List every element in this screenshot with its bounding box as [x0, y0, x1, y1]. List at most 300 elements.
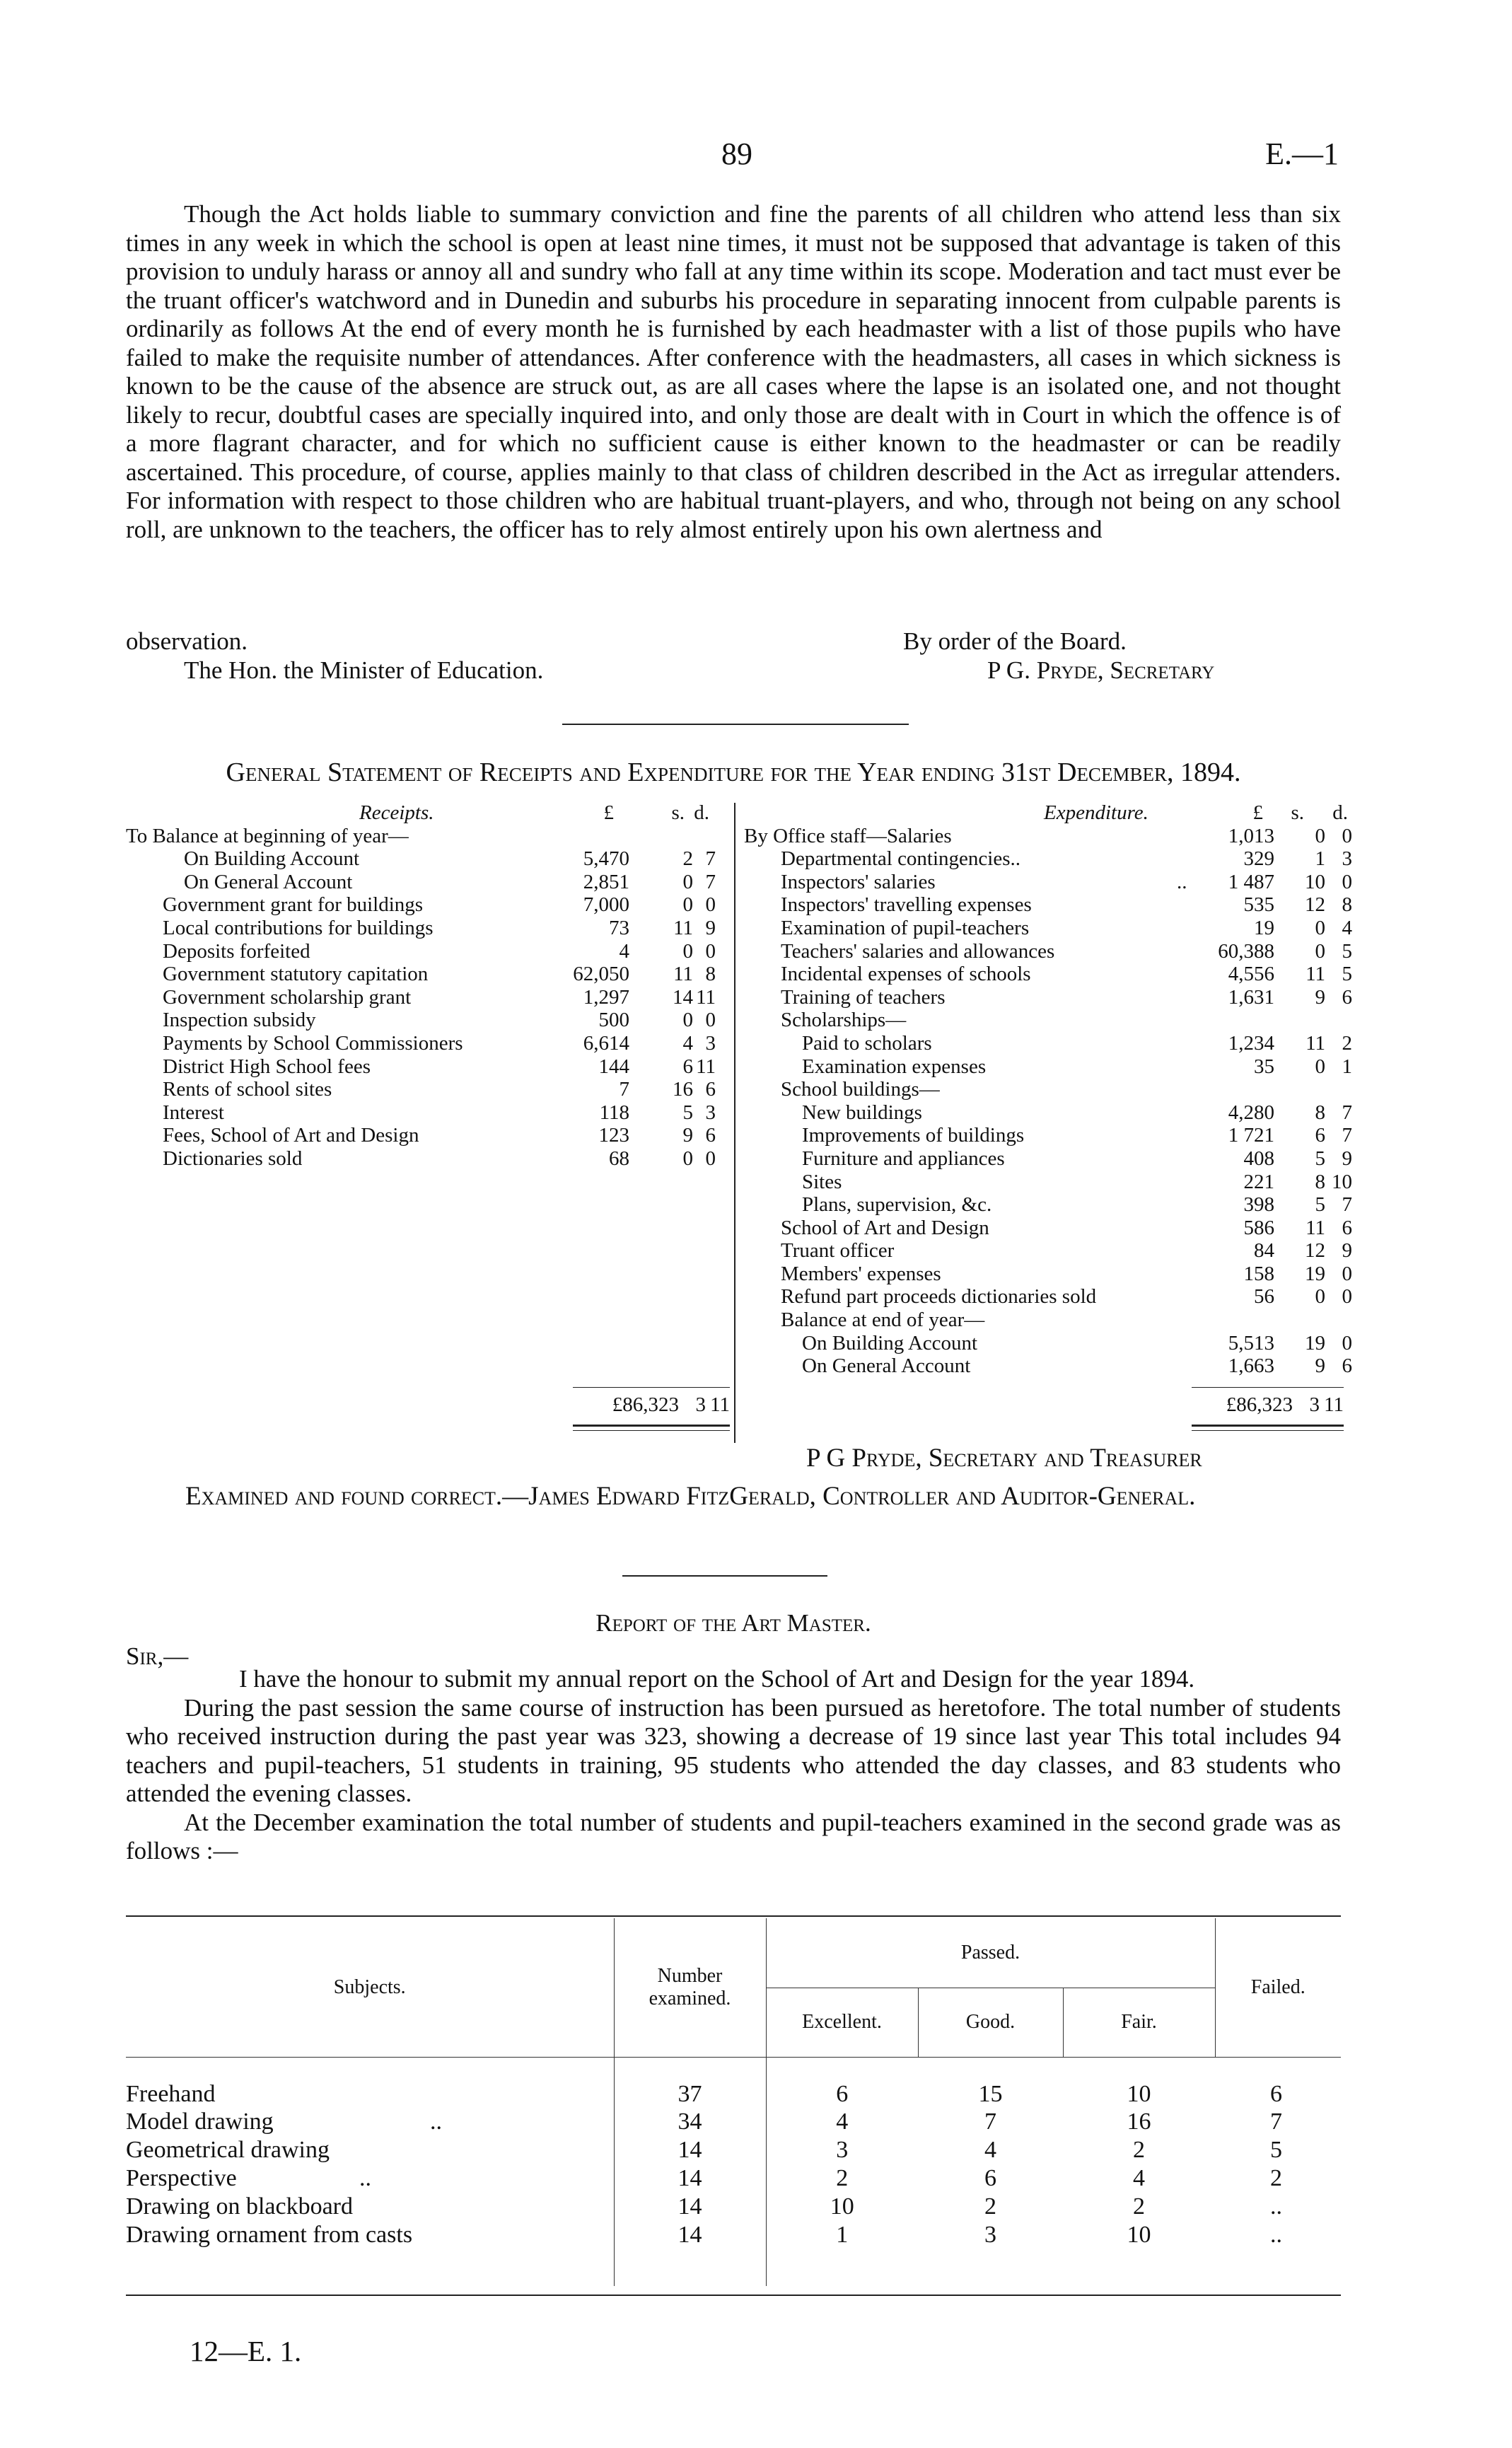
receipt-pounds: 6,614	[583, 1031, 629, 1055]
spacer-cell	[766, 2249, 918, 2286]
receipt-shillings: 14	[673, 985, 693, 1009]
receipt-label: Dictionaries sold	[163, 1147, 303, 1170]
expenditure-row	[744, 1263, 1352, 1286]
receipt-label: Payments by School Commissioners	[163, 1031, 463, 1055]
receipts-total-pounds: £86,323	[612, 1393, 679, 1416]
receipt-row	[126, 1009, 734, 1032]
intro-paragraph-text: Though the Act holds liable to summary conviction and fine the parents of all children who attend less than six times in any week in which the school is open at least nine times, it must not be supposed that advantage is taken of this provision to unduly harass or annoy all and sundry who fall at any time within its scope. Moderation and tact must ever be the truant officer's watchword and in Dunedin and suburbs his procedure in separating innocent from culpable parents is ordinarily as follows At the end of every month he is furnished by each headmaster with a list of those pupils who have failed to make the requisite number of attendances. After conference with the headmasters, all cases in which sickness is known to be the cause of the absence are struck out, as are all cases where the lapse is an isolated one, and not thought likely to recur, doubtful cases are specially inquired into, and only those are dealt with in Court in which the offence is of a more flagrant character, and for which no sufficient cause is either known to the headmaster or can be readily ascertained. This procedure, of course, applies mainly to that class of children described in the Act as irregular attenders. For information with respect to those children who are habitual truant-players, and who, through not being on any school roll, are unknown to the teachers, the officer has to rely almost entirely upon his own alertness and	[126, 200, 1341, 543]
fair-cell: 4	[1133, 2165, 1145, 2191]
expenditure-label: Departmental contingencies..	[781, 847, 1021, 871]
expenditure-total-pence: 11	[1324, 1393, 1344, 1416]
expenditure-pounds: 1,013	[1228, 824, 1274, 847]
receipt-shillings: 0	[682, 939, 693, 963]
expenditure-label: On Building Account	[802, 1331, 978, 1354]
expenditure-pounds-heading: £	[1252, 801, 1263, 824]
expenditure-shillings: 19	[1305, 1331, 1325, 1354]
failed-cell: ..	[1270, 2222, 1282, 2248]
receipt-pounds: 1,297	[583, 985, 629, 1009]
expenditure-pounds: 60,388	[1218, 939, 1274, 963]
expenditure-double-rule-2	[1192, 1430, 1344, 1431]
excellent-cell: 4	[836, 2108, 849, 2135]
table-spacer-row	[126, 2249, 1341, 2286]
receipt-row	[126, 986, 734, 1009]
receipt-pence: 6	[705, 1124, 716, 1147]
expenditure-pence: 6	[1342, 1216, 1352, 1239]
header-number-examined: Number examined.	[614, 1918, 766, 2057]
expenditure-total-shillings: 3	[1309, 1393, 1320, 1416]
expenditure-pence: 10	[1332, 1170, 1352, 1193]
receipt-pence: 0	[705, 893, 716, 917]
receipt-row	[126, 1101, 734, 1125]
receipt-pounds: 500	[598, 1009, 629, 1032]
intro-closing-line	[126, 627, 1341, 657]
receipts-total-rule	[573, 1387, 730, 1388]
expenditure-row	[744, 1032, 1352, 1055]
expenditure-pence: 2	[1342, 1031, 1352, 1055]
expenditure-shillings: 0	[1315, 1055, 1325, 1078]
expenditure-pounds: 1,234	[1228, 1031, 1274, 1055]
number-cell: 34	[614, 2108, 766, 2136]
receipts-total-shillings: 3	[695, 1393, 706, 1416]
fair-cell: 10	[1127, 2081, 1151, 2107]
receipts-double-rule-1	[573, 1425, 730, 1427]
good-cell: 4	[984, 2137, 996, 2163]
document-code: E.—1	[1265, 137, 1339, 171]
receipt-label: Interest	[163, 1101, 224, 1124]
receipt-pence: 3	[705, 1031, 716, 1055]
expenditure-shillings-heading: s.	[1291, 801, 1304, 824]
expenditure-pence: 4	[1342, 916, 1352, 939]
receipts-shillings-heading: s.	[671, 801, 685, 824]
receipt-label: District High School fees	[163, 1055, 371, 1078]
expenditure-pounds: 5,513	[1228, 1331, 1274, 1354]
failed-cell: ..	[1270, 2193, 1282, 2220]
receipt-shillings: 0	[682, 893, 693, 917]
expenditure-row	[744, 917, 1352, 940]
expenditure-label: Examination of pupil-teachers	[781, 916, 1030, 939]
expenditure-pounds: 19	[1254, 916, 1274, 939]
receipt-row	[126, 1147, 734, 1171]
receipt-pence: 7	[705, 870, 716, 893]
subject-cell	[126, 2193, 614, 2221]
expenditure-pounds: 158	[1243, 1262, 1274, 1285]
receipt-pounds: 118	[599, 1101, 629, 1124]
receipt-pounds: 144	[598, 1055, 629, 1078]
expenditure-shillings: 0	[1315, 1285, 1325, 1309]
expenditure-shillings: 6	[1315, 1124, 1325, 1147]
art-report-title: Report of the Art Master.	[595, 1609, 871, 1637]
spacer-cell	[1063, 2249, 1215, 2286]
expenditure-pence: 1	[1342, 1055, 1352, 1078]
receipt-pence: 0	[705, 1009, 716, 1032]
expenditure-shillings: 5	[1315, 1147, 1325, 1170]
failed-cell: 2	[1270, 2165, 1282, 2191]
expenditure-label: School of Art and Design	[781, 1216, 989, 1239]
expenditure-pounds: 1 487	[1228, 870, 1274, 893]
receipts-total	[573, 1393, 730, 1417]
section-divider-2	[622, 1575, 827, 1577]
good-cell: 6	[984, 2165, 996, 2191]
subject-name: Model drawing	[126, 2108, 274, 2135]
spacer-cell	[918, 2249, 1063, 2286]
intro-last-word: observation.	[126, 627, 248, 655]
expenditure-pence: 0	[1342, 824, 1352, 847]
subject-name: Drawing ornament from casts	[126, 2222, 413, 2248]
receipt-shillings: 9	[682, 1124, 693, 1147]
expenditure-total-rule	[1192, 1387, 1344, 1388]
expenditure-pence: 3	[1342, 847, 1352, 871]
expenditure-shillings: 0	[1315, 824, 1325, 847]
expenditure-column	[744, 801, 1352, 1378]
failed-cell: 7	[1270, 2108, 1282, 2135]
receipt-row	[126, 893, 734, 917]
expenditure-row	[744, 963, 1352, 986]
expenditure-pounds: 84	[1254, 1239, 1274, 1263]
expenditure-row	[744, 1171, 1352, 1194]
expenditure-double-rule-1	[1192, 1425, 1344, 1427]
receipt-shillings: 6	[682, 1055, 693, 1078]
excellent-cell: 2	[836, 2165, 849, 2191]
expenditure-header	[744, 801, 1352, 825]
expenditure-pounds: 4,556	[1228, 963, 1274, 986]
expenditure-label: By Office staff—Salaries	[744, 824, 952, 847]
expenditure-label: Teachers' salaries and allowances	[781, 939, 1055, 963]
expenditure-pounds: 535	[1243, 893, 1274, 917]
subject-cell	[126, 2164, 614, 2193]
expenditure-row	[744, 1009, 1352, 1032]
expenditure-pounds: 35	[1254, 1055, 1274, 1078]
expenditure-row	[744, 1101, 1352, 1125]
expenditure-shillings: 1	[1315, 847, 1325, 871]
failed-cell: 6	[1270, 2081, 1282, 2107]
audit-note: Examined and found correct.—James Edward FitzGerald, Controller and Auditor-General.	[185, 1482, 1196, 1511]
art-report-paragraph-2: During the past session the same course of instruction has been pursued as heretofore. The total number of students who received instruction during the past year was 323, showing a decrease of 19 since last year This total includes 94 teachers and pupil-teachers, 51 students in training, 95 students who attended the day classes, and 83 students who attended the evening classes.	[126, 1693, 1341, 1807]
fair-cell: 10	[1127, 2222, 1151, 2248]
expenditure-label: Incidental expenses of schools	[781, 963, 1031, 986]
statement-title: General Statement of Receipts and Expenditure for the Year ending 31st December, 1894.	[226, 758, 1241, 787]
expenditure-row	[744, 986, 1352, 1009]
receipt-label: Fees, School of Art and Design	[163, 1124, 419, 1147]
receipt-row	[126, 847, 734, 871]
expenditure-label: Members' expenses	[781, 1262, 941, 1285]
expenditure-pence: 8	[1342, 893, 1352, 917]
receipt-pounds: 7,000	[583, 893, 629, 917]
expenditure-pence: 9	[1342, 1147, 1352, 1170]
expenditure-pounds: 221	[1243, 1170, 1274, 1193]
table-row	[126, 2193, 1341, 2221]
subject-name: Drawing on blackboard	[126, 2193, 354, 2220]
receipt-shillings: 0	[682, 870, 693, 893]
expenditure-row	[744, 871, 1352, 894]
table-row	[126, 2221, 1341, 2249]
expenditure-shillings: 11	[1305, 1216, 1325, 1239]
salutation: Sir,—	[126, 1642, 189, 1670]
expenditure-row	[744, 825, 1352, 848]
receipts-heading: Receipts.	[359, 801, 434, 824]
receipt-row	[126, 1124, 734, 1147]
expenditure-row	[744, 1332, 1352, 1355]
expenditure-shillings: 12	[1305, 893, 1325, 917]
table-row	[126, 2136, 1341, 2164]
expenditure-label: On General Account	[802, 1354, 971, 1378]
expenditure-row	[744, 1193, 1352, 1217]
expenditure-row	[744, 1354, 1352, 1378]
number-cell: 14	[614, 2164, 766, 2193]
expenditure-row	[744, 1124, 1352, 1147]
art-report-paragraph-1: I have the honour to submit my annual report on the School of Art and Design for the year 1894.	[239, 1665, 1195, 1693]
expenditure-label: Truant officer	[781, 1239, 895, 1263]
fair-cell: 16	[1127, 2108, 1151, 2135]
receipt-label: Government scholarship grant	[163, 985, 412, 1009]
receipts-pounds-heading: £	[603, 801, 614, 824]
subject-name: Geometrical drawing	[126, 2137, 330, 2163]
receipt-row	[126, 940, 734, 963]
expenditure-row	[744, 1285, 1352, 1309]
subject-name: Freehand	[126, 2081, 216, 2107]
receipt-pounds: 68	[609, 1147, 629, 1170]
expenditure-pounds: 4,280	[1228, 1101, 1274, 1124]
table-top-rule	[126, 1915, 1341, 1917]
addressee: The Hon. the Minister of Education.	[184, 656, 544, 684]
receipt-pence: 9	[705, 916, 716, 939]
failed-cell: 5	[1270, 2137, 1282, 2163]
receipt-shillings: 0	[682, 1009, 693, 1032]
receipts-double-rule-2	[573, 1430, 730, 1431]
expenditure-row	[744, 1217, 1352, 1240]
receipt-pence: 0	[705, 939, 716, 963]
expenditure-shillings: 0	[1315, 916, 1325, 939]
expenditure-pounds: 56	[1254, 1285, 1274, 1309]
expenditure-label: Scholarships—	[781, 1009, 907, 1032]
table-bottom-rule	[126, 2295, 1341, 2296]
art-report-body	[126, 1665, 1341, 1866]
receipt-row	[126, 917, 734, 940]
receipt-pence: 11	[696, 1055, 716, 1078]
expenditure-shillings: 19	[1305, 1262, 1325, 1285]
receipt-pounds: 73	[609, 916, 629, 939]
expenditure-label: Refund part proceeds dictionaries sold	[781, 1285, 1097, 1309]
section-divider	[562, 724, 909, 725]
expenditure-shillings: 8	[1315, 1101, 1325, 1124]
expenditure-pounds: 398	[1243, 1193, 1274, 1217]
expenditure-total	[1192, 1393, 1344, 1417]
expenditure-pence: 9	[1342, 1239, 1352, 1263]
spacer-cell	[126, 2249, 614, 2286]
receipt-shillings: 11	[673, 963, 693, 986]
receipt-label: Deposits forfeited	[163, 939, 310, 963]
expenditure-pounds: 1 721	[1228, 1124, 1274, 1147]
header-excellent: Excellent.	[766, 1988, 918, 2057]
table-row	[126, 2164, 1341, 2193]
expenditure-total-pounds: £86,323	[1226, 1393, 1293, 1416]
receipt-label: On Building Account	[184, 847, 360, 871]
number-cell: 37	[614, 2057, 766, 2108]
expenditure-pence: 6	[1342, 1354, 1352, 1378]
spacer-cell	[614, 2249, 766, 2286]
expenditure-pence: 6	[1342, 985, 1352, 1009]
header-fair: Fair.	[1063, 1988, 1215, 2057]
expenditure-pounds: 1,631	[1228, 985, 1274, 1009]
receipt-shillings: 11	[673, 916, 693, 939]
expenditure-label: Training of teachers	[781, 985, 946, 1009]
receipt-pence: 0	[705, 1147, 716, 1170]
expenditure-shillings: 11	[1305, 1031, 1325, 1055]
receipt-row	[126, 1032, 734, 1055]
expenditure-row	[744, 1147, 1352, 1171]
treasurer-signature: P G Pryde, Secretary and Treasurer	[806, 1444, 1202, 1473]
receipt-pounds: 4	[619, 939, 629, 963]
expenditure-pence: 5	[1342, 963, 1352, 986]
receipts-pence-heading: d.	[694, 801, 709, 824]
expenditure-label: School buildings—	[781, 1078, 940, 1101]
expenditure-label: Plans, supervision, &c.	[802, 1193, 992, 1217]
expenditure-pounds: 329	[1243, 847, 1274, 871]
expenditure-pence: 7	[1342, 1124, 1352, 1147]
expenditure-row	[744, 940, 1352, 963]
receipt-shillings: 2	[682, 847, 693, 871]
table-row	[126, 2057, 1341, 2108]
expenditure-pence-heading: d.	[1332, 801, 1348, 824]
excellent-cell: 3	[836, 2137, 849, 2163]
receipt-label: Inspection subsidy	[163, 1009, 316, 1032]
header-passed: Passed.	[766, 1918, 1215, 1988]
expenditure-shillings: 9	[1315, 985, 1325, 1009]
intro-paragraph	[126, 200, 1341, 544]
receipt-shillings: 5	[682, 1101, 693, 1124]
receipt-label: Rents of school sites	[163, 1078, 332, 1101]
expenditure-pence: 7	[1342, 1193, 1352, 1217]
receipt-label: Local contributions for buildings	[163, 916, 434, 939]
receipt-shillings: 16	[673, 1078, 693, 1101]
excellent-cell: 10	[830, 2193, 854, 2220]
receipt-row	[126, 825, 734, 848]
addressee-line	[126, 656, 1341, 686]
secretary-signature: P G. Pryde, Secretary	[987, 656, 1215, 684]
receipt-label: Government statutory capitation	[163, 963, 429, 986]
receipt-pence: 7	[705, 847, 716, 871]
receipt-pounds: 62,050	[573, 963, 629, 986]
good-cell: 3	[984, 2222, 996, 2248]
expenditure-label: Examination expenses	[802, 1055, 987, 1078]
expenditure-shillings: 11	[1305, 963, 1325, 986]
receipt-pounds: 7	[619, 1078, 629, 1101]
receipt-pence: 3	[705, 1101, 716, 1124]
receipt-shillings: 4	[682, 1031, 693, 1055]
expenditure-row	[744, 893, 1352, 917]
number-cell: 14	[614, 2221, 766, 2249]
expenditure-shillings: 5	[1315, 1193, 1325, 1217]
receipt-pence: 8	[705, 963, 716, 986]
expenditure-label: Inspectors' salaries	[781, 870, 936, 893]
receipt-label: To Balance at beginning of year—	[126, 824, 409, 847]
receipt-row	[126, 1078, 734, 1101]
expenditure-label: Paid to scholars	[802, 1031, 932, 1055]
expenditure-shillings: 9	[1315, 1354, 1325, 1378]
good-cell: 7	[984, 2108, 996, 2135]
header-good: Good.	[918, 1988, 1063, 2057]
examination-table	[126, 1918, 1341, 2286]
expenditure-pounds: 408	[1243, 1147, 1274, 1170]
receipt-pounds: 2,851	[583, 870, 629, 893]
number-cell: 14	[614, 2193, 766, 2221]
subject-name: Perspective	[126, 2165, 237, 2191]
expenditure-label: Balance at end of year—	[781, 1309, 985, 1332]
receipt-label: On General Account	[184, 870, 353, 893]
expenditure-shillings: 10	[1305, 870, 1325, 893]
expenditure-pence: 5	[1342, 939, 1352, 963]
expenditure-heading: Expenditure.	[1044, 801, 1148, 824]
receipt-pence: 11	[696, 985, 716, 1009]
receipt-pounds: 123	[598, 1124, 629, 1147]
page-number: 89	[721, 137, 752, 171]
expenditure-label: Furniture and appliances	[802, 1147, 1005, 1170]
expenditure-row	[744, 1055, 1352, 1079]
expenditure-label: New buildings	[802, 1101, 922, 1124]
expenditure-row	[744, 1309, 1352, 1332]
receipt-pence: 6	[705, 1078, 716, 1101]
receipts-column	[126, 801, 734, 1171]
subject-cell	[126, 2136, 614, 2164]
expenditure-label: Improvements of buildings	[802, 1124, 1025, 1147]
by-order-line: By order of the Board.	[903, 627, 1127, 655]
leader-dots: ..	[359, 2165, 371, 2191]
expenditure-pounds: 586	[1243, 1216, 1274, 1239]
leader-dots: ..	[430, 2108, 442, 2135]
subject-cell	[126, 2221, 614, 2249]
column-divider	[734, 803, 735, 1443]
good-cell: 2	[984, 2193, 996, 2220]
expenditure-label: Inspectors' travelling expenses	[781, 893, 1032, 917]
expenditure-pounds: 1,663	[1228, 1354, 1274, 1378]
expenditure-pence: 0	[1342, 1285, 1352, 1309]
expenditure-leader-dots: ..	[1177, 870, 1187, 893]
receipt-label: Government grant for buildings	[163, 893, 424, 917]
number-cell: 14	[614, 2136, 766, 2164]
expenditure-label: Sites	[802, 1170, 842, 1193]
expenditure-row	[744, 1239, 1352, 1263]
expenditure-shillings: 0	[1315, 939, 1325, 963]
expenditure-shillings: 8	[1315, 1170, 1325, 1193]
receipts-total-pence: 11	[710, 1393, 730, 1416]
expenditure-row	[744, 847, 1352, 871]
receipt-shillings: 0	[682, 1147, 693, 1170]
expenditure-row	[744, 1078, 1352, 1101]
table-row	[126, 2108, 1341, 2136]
receipts-header	[126, 801, 734, 825]
signature-mark: 12—E. 1.	[190, 2335, 302, 2367]
subject-cell	[126, 2108, 614, 2136]
receipt-row	[126, 963, 734, 986]
art-report-paragraph-3: At the December examination the total number of students and pupil-teachers examined in the second grade was as follows :—	[126, 1808, 1341, 1864]
subject-cell	[126, 2057, 614, 2108]
spacer-cell	[1215, 2249, 1341, 2286]
fair-cell: 2	[1133, 2137, 1145, 2163]
expenditure-shillings: 12	[1305, 1239, 1325, 1263]
excellent-cell: 1	[836, 2222, 849, 2248]
expenditure-pence: 0	[1342, 870, 1352, 893]
expenditure-pence: 0	[1342, 1331, 1352, 1354]
receipt-row	[126, 871, 734, 894]
header-subjects: Subjects.	[126, 1918, 614, 2057]
expenditure-pence: 0	[1342, 1262, 1352, 1285]
receipt-row	[126, 1055, 734, 1079]
good-cell: 15	[978, 2081, 1003, 2107]
expenditure-pence: 7	[1342, 1101, 1352, 1124]
receipt-pounds: 5,470	[583, 847, 629, 871]
fair-cell: 2	[1133, 2193, 1145, 2220]
header-failed: Failed.	[1215, 1918, 1341, 2057]
excellent-cell: 6	[836, 2081, 849, 2107]
